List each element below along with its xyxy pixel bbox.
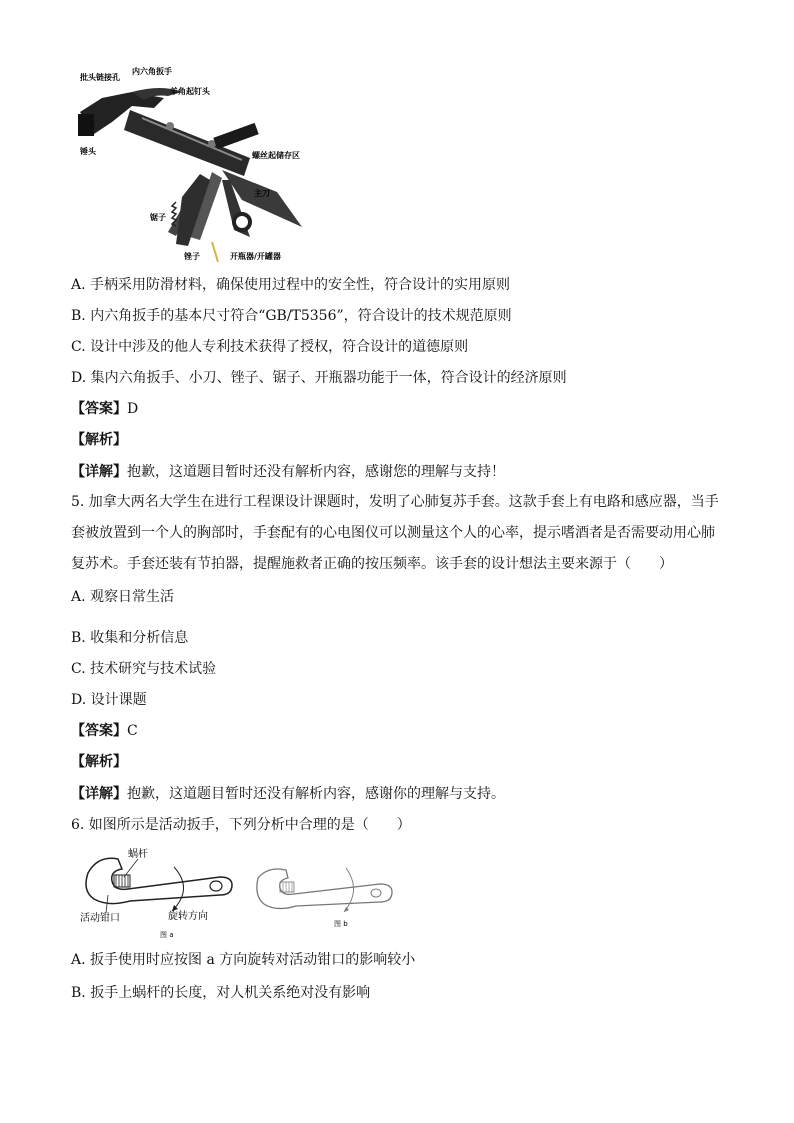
q6-option-b: B. 扳手上蜗杆的长度，对人机关系绝对没有影响 (71, 985, 371, 1001)
q4-analysis-label: 【解析】 (71, 432, 127, 448)
q4-option-d: D. 集内六角扳手、小刀、锉子、锯子、开瓶器功能于一体，符合设计的经济原则 (71, 370, 567, 386)
detail-label: 【详解】 (71, 786, 127, 802)
direction-label: 旋转方向 (168, 911, 208, 922)
q5-option-d: D. 设计课题 (71, 692, 147, 708)
q5-analysis-label: 【解析】 (71, 754, 127, 770)
answer-value: C (127, 723, 138, 739)
label-claw: 羊角起钉头 (170, 87, 210, 96)
label-screwdriver-storage: 螺丝起储存区 (252, 151, 300, 160)
q5-detail (71, 784, 505, 804)
q5-option-b: B. 收集和分析信息 (71, 630, 189, 646)
wrench-figure-b (252, 862, 402, 932)
figure-b-caption: 图 b (334, 920, 348, 928)
detail-text: 抱歉，这道题目暂时还没有解析内容，感谢您的理解与支持！ (127, 464, 505, 480)
label-knife: 主刀 (254, 189, 270, 198)
q5-stem: 5. 加拿大两名大学生在进行工程课设计课题时，发明了心肺复苏手套。这款手套上有电路和感应器，当手套被放置到一个人的胸部时，手套配有的心电图仪可以测量这个人的心率，提示嗜酒者是否需要动用心肺复苏术。手套还装有节拍器，提醒施救者正确的按压频率。该手套的设计想法主要来源于（ ） (71, 494, 719, 572)
detail-label: 【详解】 (71, 464, 127, 480)
q4-option-a: A. 手柄采用防滑材料，确保使用过程中的安全性，符合设计的实用原则 (71, 277, 511, 293)
q4-option-c: C. 设计中涉及的他人专利技术获得了授权，符合设计的道德原则 (71, 339, 469, 355)
q4-option-b: B. 内六角扳手的基本尺寸符合“GB/T5356”，符合设计的技术规范原则 (71, 308, 512, 324)
label-opener: 开瓶器/开罐器 (230, 252, 281, 261)
label-saw: 锯子 (150, 213, 166, 222)
q5-answer (71, 721, 138, 741)
jaw-label: 活动钳口 (80, 913, 120, 924)
label-hex-wrench: 内六角扳手 (132, 67, 172, 76)
detail-text: 抱歉，这道题目暂时还没有解析内容，感谢你的理解与支持。 (127, 786, 505, 802)
figure-a-caption: 图 a (160, 931, 174, 939)
wrench-figure-a (78, 845, 238, 940)
answer-label: 【答案】 (71, 401, 127, 417)
q6-option-a: A. 扳手使用时应按图 a 方向旋转对活动钳口的影响较小 (71, 952, 416, 968)
worm-label: 蜗杆 (128, 849, 148, 860)
q5-option-c: C. 技术研究与技术试验 (71, 661, 217, 677)
q6-stem: 6. 如图所示是活动扳手，下列分析中合理的是（ ） (71, 817, 411, 833)
q4-answer (71, 399, 138, 419)
label-bit-hole: 批头链接孔 (80, 73, 120, 82)
q5-option-a: A. 观察日常生活 (71, 589, 175, 605)
label-hammer: 锤头 (80, 147, 96, 156)
label-file: 锉子 (184, 252, 200, 261)
multitool-figure (72, 62, 312, 267)
answer-label: 【答案】 (71, 723, 127, 739)
answer-value: D (127, 401, 139, 417)
q4-detail (71, 462, 505, 482)
